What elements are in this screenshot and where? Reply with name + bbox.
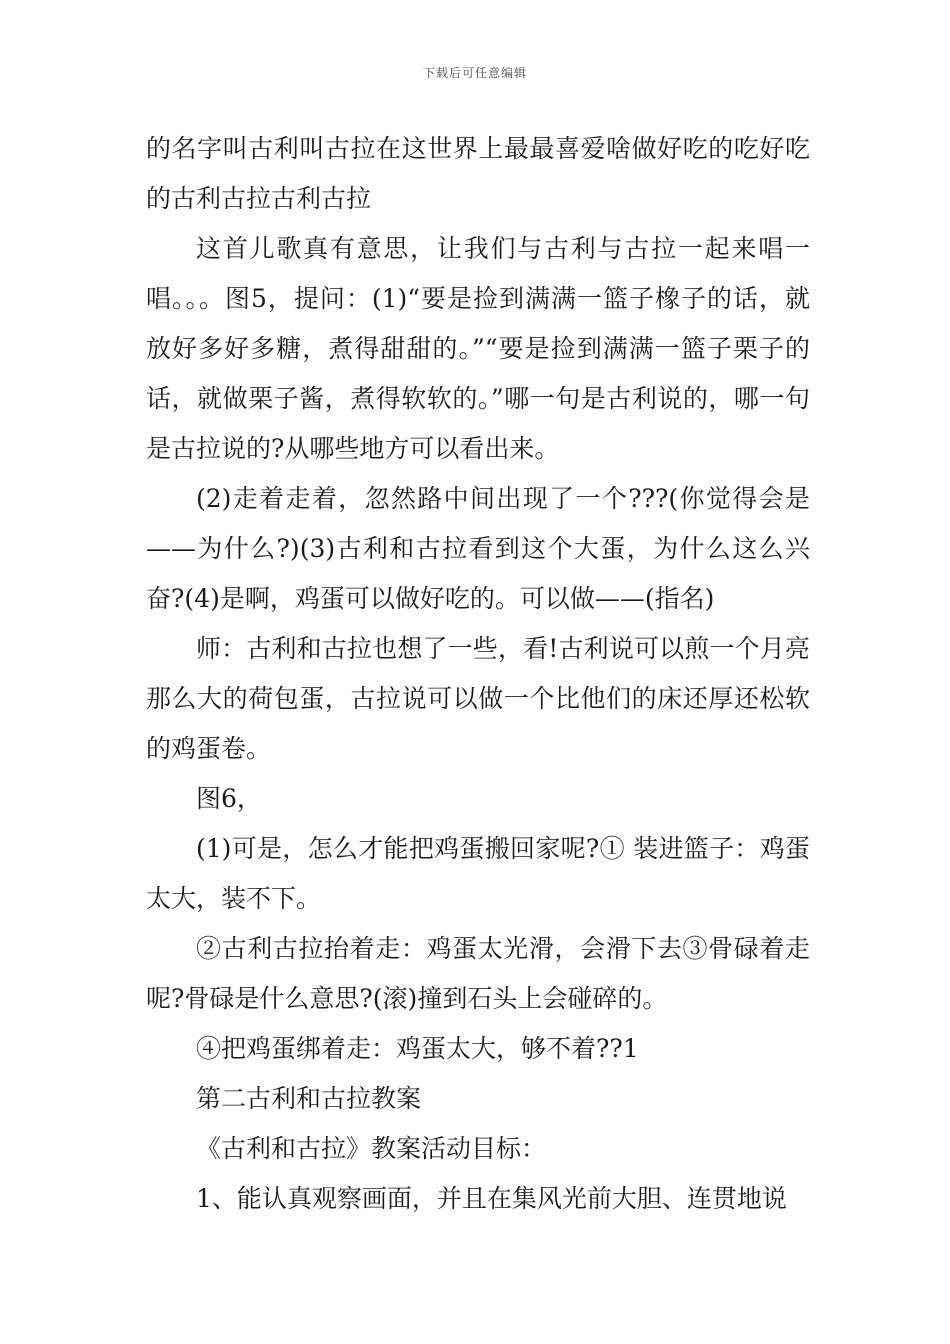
paragraph-4: 师：古利和古拉也想了一些，看!古利说可以煎一个月亮那么大的荷包蛋，古拉说可以做一个比他们的床还厚还松软的鸡蛋卷。 bbox=[146, 634, 810, 763]
page-header: 下载后可任意编辑 bbox=[422, 66, 527, 80]
paragraph-5: 图6， bbox=[196, 784, 262, 813]
document-body bbox=[146, 124, 810, 1224]
paragraph-10: 《古利和古拉》教案活动目标： bbox=[196, 1134, 547, 1163]
paragraph-3: (2)走着走着，忽然路中间出现了一个???(你觉得会是——为什么?)(3)古利和古拉看到这个大蛋，为什么这么兴奋?(4)是啊，鸡蛋可以做好吃的。可以做——(指名) bbox=[146, 484, 810, 613]
paragraph-6: (1)可是，怎么才能把鸡蛋搬回家呢?① 装进篮子：鸡蛋太大，装不下。 bbox=[146, 834, 810, 913]
paragraph-11: 1、能认真观察画面，并且在集风光前大胆、连贯地说 bbox=[196, 1184, 787, 1213]
section-heading: 第二古利和古拉教案 bbox=[196, 1084, 422, 1113]
paragraph-2: 这首儿歌真有意思，让我们与古利与古拉一起来唱一唱。。。图5，提问：(1)“要是捡到满满一篮子橡子的话，就放好多好多糖，煮得甜甜的。”“要是捡到满满一篮子栗子的话，就做栗子酱，煮得软软的。”哪一句是古利说的，哪一句是古拉说的?从哪些地方可以看出来。 bbox=[146, 234, 810, 463]
paragraph-8: ④把鸡蛋绑着走：鸡蛋太大，够不着??1 bbox=[196, 1034, 639, 1063]
paragraph-1: 的名字叫古利叫古拉在这世界上最最喜爱啥做好吃的吃好吃的古利古拉古利古拉 bbox=[146, 134, 810, 213]
paragraph-7: ②古利古拉抬着走：鸡蛋太光滑，会滑下去③骨碌着走呢?骨碌是什么意思?(滚)撞到石头上会碰碎的。 bbox=[146, 934, 810, 1013]
